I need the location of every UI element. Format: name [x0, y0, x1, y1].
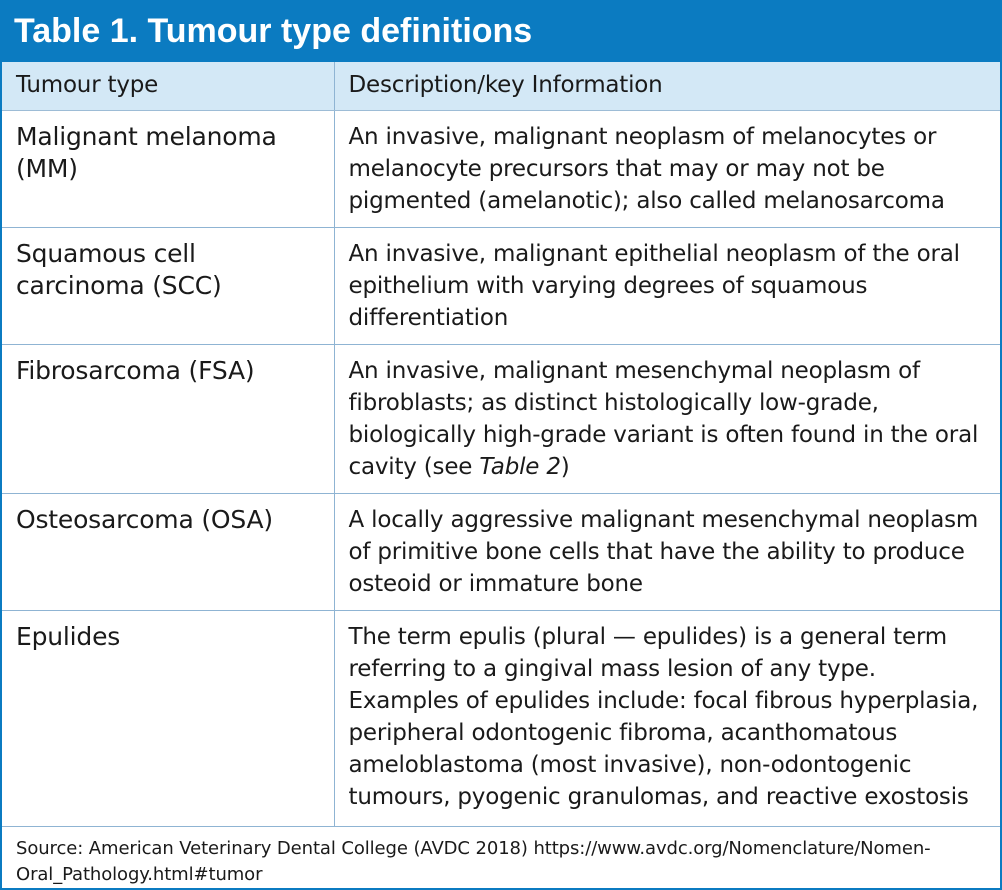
table-reference: Table 2 [479, 453, 561, 480]
header-description: Description/key Information [334, 62, 1000, 110]
table-row [2, 344, 1000, 493]
description-cell: A locally aggressive malignant mesenchymal neoplasm of primitive bone cells that have the ability to produce osteoid or immature bone [348, 506, 979, 597]
tumour-type-cell: Fibrosarcoma (FSA) [2, 344, 334, 493]
table-row [2, 110, 1000, 227]
table-row [2, 227, 1000, 344]
tumour-type-line: Malignant melanoma [16, 121, 277, 151]
description-text: An invasive, malignant mesenchymal neoplasm of fibroblasts; as distinct histologically low-grade, biologically high-grade variant is often found in the oral cavity (see [348, 357, 979, 480]
source-note: Source: American Veterinary Dental College (AVDC 2018) https://www.avdc.org/Nomenclature/Nomen-Oral_Pathology.html#tumor [16, 837, 931, 885]
tumour-type-cell [2, 110, 334, 227]
tumour-type-line: carcinoma (SCC) [16, 270, 222, 300]
tumour-table [2, 62, 1000, 827]
table-row [2, 610, 1000, 826]
tumour-type-cell: Osteosarcoma (OSA) [2, 493, 334, 610]
tumour-type-line: Squamous cell [16, 238, 196, 268]
table-header-row [2, 62, 1000, 110]
tumour-type-cell: Epulides [2, 610, 334, 826]
tumour-type-line: (MM) [16, 153, 78, 183]
header-tumour-type: Tumour type [2, 62, 334, 110]
description-cell: An invasive, malignant epithelial neoplasm of the oral epithelium with varying degrees of squamous differentiation [348, 240, 960, 331]
table-row [2, 493, 1000, 610]
description-cell [334, 344, 1000, 493]
description-text-end: ) [560, 453, 570, 480]
description-cell: An invasive, malignant neoplasm of melanocytes or melanocyte precursors that may or may not be pigmented (amelanotic); also called melanosarcoma [348, 123, 945, 214]
table-title: Table 1. Tumour type definitions [2, 0, 1000, 62]
tumour-type-cell [2, 227, 334, 344]
description-cell: The term epulis (plural — epulides) is a general term referring to a gingival mass lesion of any type. Examples of epulides include: focal fibrous hyperplasia, peripheral odontogenic fibroma, acanthomatous ameloblastoma (most invasive), non-odontogenic tumours, pyogenic granulomas, and reactive exostosis [348, 623, 979, 810]
